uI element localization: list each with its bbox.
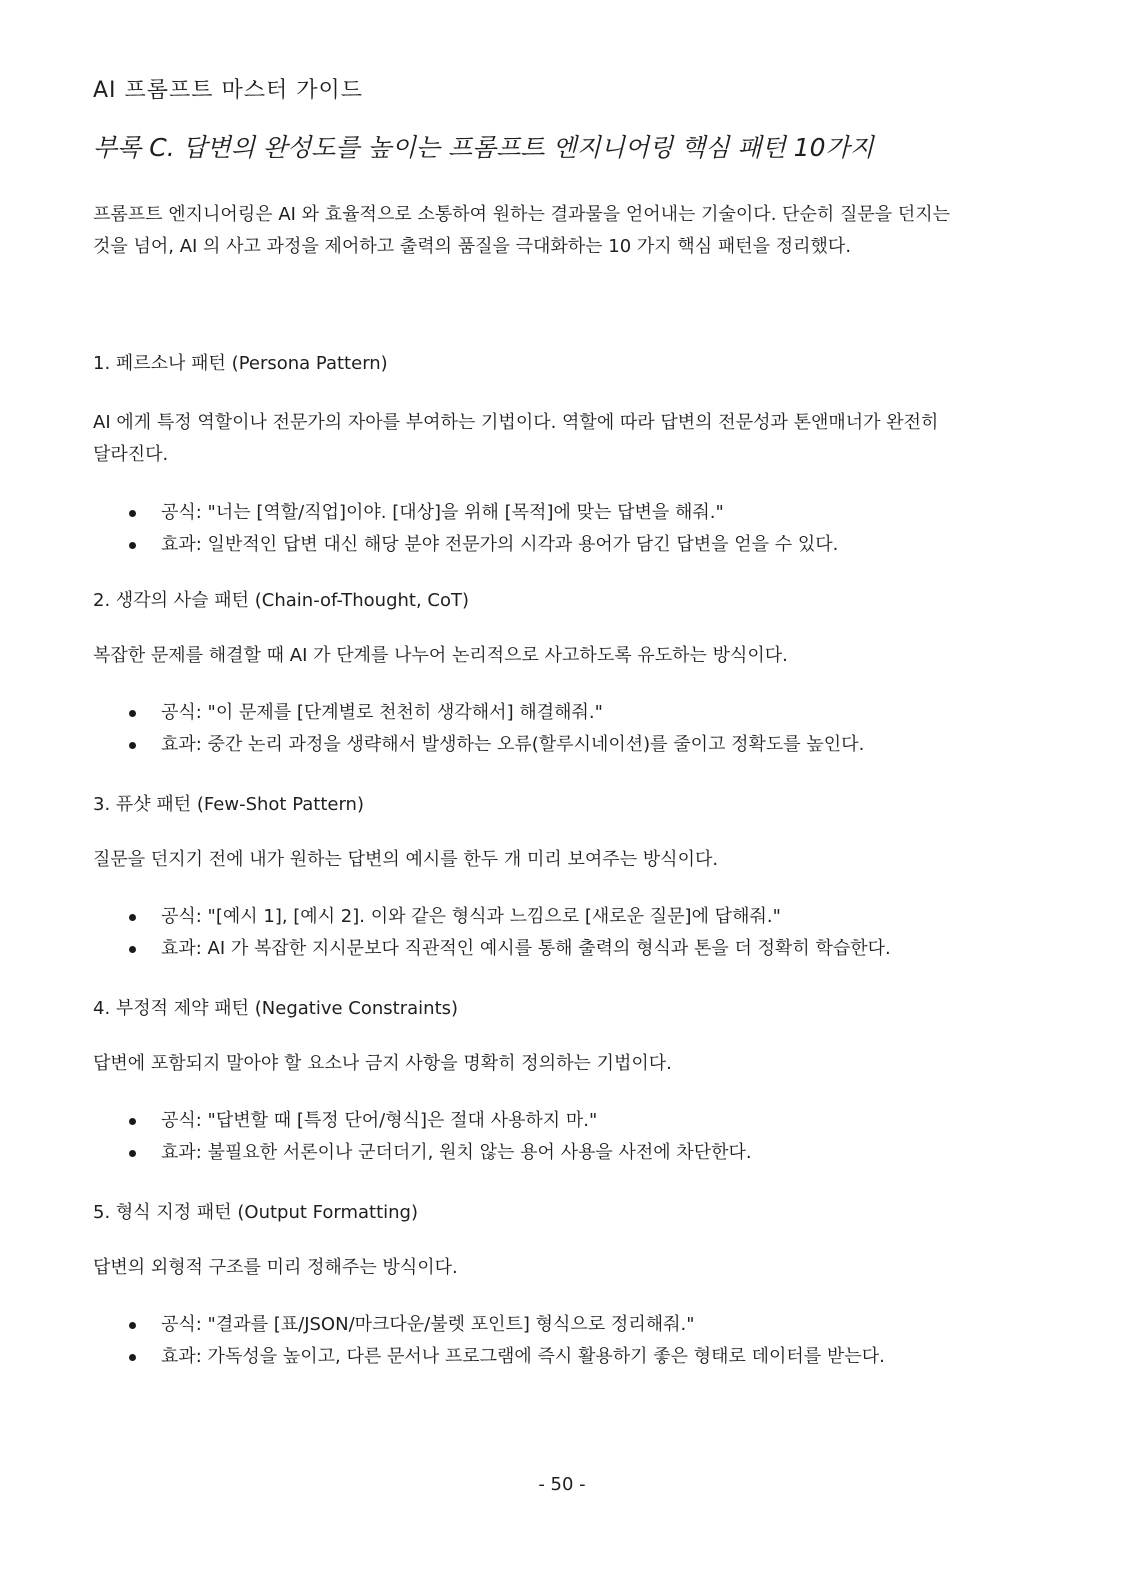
pattern-bullets xyxy=(93,697,1023,761)
bullet-icon xyxy=(129,946,136,953)
list-item xyxy=(93,529,1023,561)
list-item xyxy=(93,497,1023,529)
pattern-bullets xyxy=(93,497,1023,561)
bullet-icon xyxy=(129,1322,136,1329)
pattern-heading: 5. 형식 지정 패턴 (Output Formatting) xyxy=(93,1202,419,1223)
list-item xyxy=(93,933,1023,965)
description-line-2: 달라진다. xyxy=(93,444,169,465)
list-item xyxy=(93,697,1023,729)
effect-text: 효과: 중간 논리 과정을 생략해서 발생하는 오류(할루시네이션)를 줄이고 정확도를 높인다. xyxy=(161,734,865,755)
formula-text: 공식: "이 문제를 [단계별로 천천히 생각해서] 해결해줘." xyxy=(161,702,603,723)
pattern-section-2 xyxy=(93,589,1023,761)
pattern-heading: 3. 퓨샷 패턴 (Few-Shot Pattern) xyxy=(93,794,364,815)
section-title: 부록 C. 답변의 완성도를 높이는 프롬프트 엔지니어링 핵심 패턴 10가지 xyxy=(93,133,874,162)
list-item xyxy=(93,1105,1023,1137)
effect-text: 효과: 일반적인 답변 대신 해당 분야 전문가의 시각과 용어가 담긴 답변을 얻을 수 있다. xyxy=(161,534,839,555)
intro-line-1: 프롬프트 엔지니어링은 AI 와 효율적으로 소통하여 원하는 결과물을 얻어내는 기술이다. 단순히 질문을 던지는 xyxy=(93,204,951,225)
pattern-section-5 xyxy=(93,1201,1023,1373)
pattern-bullets xyxy=(93,1309,1023,1373)
list-item xyxy=(93,729,1023,761)
bullet-icon xyxy=(129,710,136,717)
pattern-description xyxy=(93,1048,1023,1080)
description-line-1: AI 에게 특정 역할이나 전문가의 자아를 부여하는 기법이다. 역할에 따라 답변의 전문성과 톤앤매너가 완전히 xyxy=(93,412,939,433)
effect-text: 효과: AI 가 복잡한 지시문보다 직관적인 예시를 통해 출력의 형식과 톤을 더 정확히 학습한다. xyxy=(161,938,891,959)
formula-text: 공식: "답변할 때 [특정 단어/형식]은 절대 사용하지 마." xyxy=(161,1110,598,1131)
list-item xyxy=(93,901,1023,933)
effect-text: 효과: 가독성을 높이고, 다른 문서나 프로그램에 즉시 활용하기 좋은 형태로 데이터를 받는다. xyxy=(161,1346,885,1367)
pattern-section-3 xyxy=(93,793,1023,965)
pattern-bullets xyxy=(93,901,1023,965)
bullet-icon xyxy=(129,542,136,549)
intro-line-2: 것을 넘어, AI 의 사고 과정을 제어하고 출력의 품질을 극대화하는 10 가지 핵심 패턴을 정리했다. xyxy=(93,236,852,257)
pattern-heading: 2. 생각의 사슬 패턴 (Chain-of-Thought, CoT) xyxy=(93,590,470,611)
bullet-icon xyxy=(129,1118,136,1125)
pattern-description xyxy=(93,407,1023,471)
pattern-heading: 1. 페르소나 패턴 (Persona Pattern) xyxy=(93,353,388,374)
pattern-heading: 4. 부정적 제약 패턴 (Negative Constraints) xyxy=(93,998,459,1019)
list-item xyxy=(93,1137,1023,1169)
list-item xyxy=(93,1341,1023,1373)
formula-text: 공식: "결과를 [표/JSON/마크다운/불렛 포인트] 형식으로 정리해줘." xyxy=(161,1314,695,1335)
page-number: - 50 - xyxy=(538,1474,586,1495)
description-line-1: 복잡한 문제를 해결할 때 AI 가 단계를 나누어 논리적으로 사고하도록 유도하는 방식이다. xyxy=(93,645,788,666)
pattern-description xyxy=(93,640,1023,672)
formula-text: 공식: "너는 [역할/직업]이야. [대상]을 위해 [목적]에 맞는 답변을 해줘." xyxy=(161,502,724,523)
running-header: AI 프롬프트 마스터 가이드 xyxy=(93,78,364,103)
bullet-icon xyxy=(129,510,136,517)
bullet-icon xyxy=(129,914,136,921)
pattern-description xyxy=(93,844,1023,876)
pattern-section-4 xyxy=(93,997,1023,1169)
bullet-icon xyxy=(129,1354,136,1361)
description-line-1: 답변의 외형적 구조를 미리 정해주는 방식이다. xyxy=(93,1257,458,1278)
pattern-section-1 xyxy=(93,352,1023,561)
list-item xyxy=(93,1309,1023,1341)
pattern-bullets xyxy=(93,1105,1023,1169)
pattern-description xyxy=(93,1252,1023,1284)
formula-text: 공식: "[예시 1], [예시 2]. 이와 같은 형식과 느낌으로 [새로운 질문]에 답해줘." xyxy=(161,906,781,927)
description-line-1: 답변에 포함되지 말아야 할 요소나 금지 사항을 명확히 정의하는 기법이다. xyxy=(93,1053,672,1074)
intro-paragraph xyxy=(93,199,1023,263)
effect-text: 효과: 불필요한 서론이나 군더더기, 원치 않는 용어 사용을 사전에 차단한다. xyxy=(161,1142,752,1163)
description-line-1: 질문을 던지기 전에 내가 원하는 답변의 예시를 한두 개 미리 보여주는 방식이다. xyxy=(93,849,719,870)
bullet-icon xyxy=(129,742,136,749)
bullet-icon xyxy=(129,1150,136,1157)
